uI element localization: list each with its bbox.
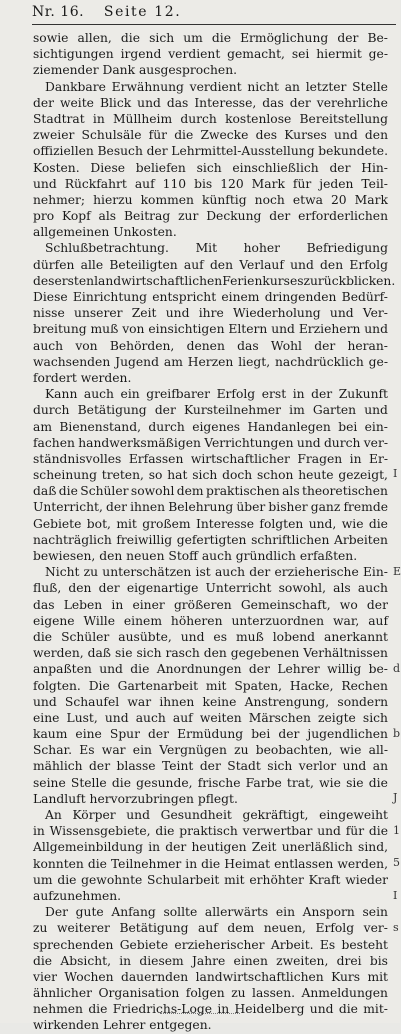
- text-line: bewiesen, den neuen Stoff auch gründlich erfaßten.: [33, 549, 358, 563]
- text-line: zweier Schulsäle für die Zwecke des Kurses und den: [33, 128, 388, 143]
- header-rule: [32, 24, 396, 25]
- text-line: Dankbare Erwähnung verdient nicht an letzter Stelle: [45, 79, 388, 94]
- text-line: nehmer; hierzu kommen künftig noch etwa 20 Mark: [33, 192, 388, 207]
- text-line: sowie allen, die sich um die Ermöglichung der Be-: [33, 31, 388, 45]
- text-line: die Absicht, in diesem Jahre einen zweiten, drei bis: [33, 953, 388, 968]
- text-line: vier Wochen dauernden landwirtschaftlichen Kurs mit: [33, 969, 388, 984]
- paragraph: [33, 240, 396, 386]
- text-line: Schlußbetrachtung. Mit hoher Befriedigung: [45, 241, 388, 256]
- gutter-fragment: d: [393, 661, 401, 675]
- text-line: scheinung treten, so hat sich doch schon heute gezeigt,: [33, 468, 388, 483]
- text-line: und Schaufel war ihnen keine Anstrengung, sondern: [33, 694, 388, 709]
- end-divider: [160, 1013, 240, 1014]
- text-line: Unterricht, der ihnen Belehrung über bisher ganz fremde: [33, 500, 388, 515]
- paragraph: [33, 564, 388, 807]
- text-line: fluß, den der eigenartige Unterricht sowohl, als auch: [33, 581, 388, 596]
- article-text: [33, 30, 396, 1034]
- page-number: Seite 12.: [103, 4, 182, 20]
- text-line: und Rückfahrt auf 110 bis 120 Mark für jeden Teil-: [33, 176, 388, 191]
- text-line: am Bienenstand, durch eigenes Handanlegen bei ein-: [33, 419, 388, 434]
- text-line: ziemender Dank ausgesprochen.: [33, 63, 238, 78]
- text-line: wachsenden Jugend am Herzen liegt, nachdrücklich ge-: [33, 354, 388, 369]
- text-line: daß die Schüler sowohl dem praktischen als theoretischen: [33, 484, 388, 499]
- gutter-fragment: s: [393, 921, 399, 934]
- text-line: pro Kopf als Beitrag zur Deckung der erforderlichen: [33, 209, 388, 224]
- gutter-fragment: E: [393, 564, 401, 578]
- text-line: eine Lust, und auch auf weiten Märschen zeigte sich: [33, 710, 388, 725]
- text-line: sprechenden Gebiete erzieherischer Arbeit. Es besteht: [33, 937, 388, 952]
- text-line: nachträglich freiwillig gefertigten schriftlichen Arbeiten: [33, 532, 388, 547]
- paragraph: [33, 807, 388, 904]
- text-line: der weite Blick und das Interesse, das der verehrliche: [33, 95, 388, 110]
- text-line: breitung muß von einsichtigen Eltern und Erziehern und: [33, 322, 388, 337]
- text-line: in Wissensgebiete, die praktisch verwertbar und für die: [33, 824, 388, 839]
- text-line: anpaßten und die Anordnungen der Lehrer willig be-: [33, 662, 388, 677]
- text-line: Der gute Anfang sollte allerwärts ein Ansporn sein: [45, 905, 388, 920]
- text-line: Kann auch ein greifbarer Erfolg erst in der Zukunft: [45, 387, 388, 402]
- text-line: Diese Einrichtung entspricht einem dringenden Bedürf-: [33, 290, 388, 304]
- text-line: eigene Wille einem höheren unterzuordnen war, auf: [33, 613, 388, 628]
- text-line: offiziellen Besuch der Lehrmittel-Ausstellung bekundete.: [33, 144, 388, 159]
- text-line: ähnlicher Organisation folgen zu lassen. Anmeldungen: [33, 986, 388, 1001]
- text-line: zu weiterer Betätigung auf dem neuen, Erfolg ver-: [33, 921, 388, 936]
- text-line: Stadtrat in Müllheim durch kostenlose Bereitstellung: [33, 111, 388, 126]
- text-line: werden, daß sie sich rasch den gegebenen Verhältnissen: [33, 646, 388, 661]
- gutter-fragment: b: [393, 726, 401, 740]
- text-line: seine Stelle die gesunde, frische Farbe trat, wie sie die: [33, 775, 388, 790]
- text-line: folgten. Die Gartenarbeit mit Spaten, Hacke, Rechen: [33, 678, 388, 693]
- paragraph: [33, 904, 388, 1034]
- text-line: allgemeinen Unkosten.: [33, 225, 177, 240]
- gutter-fragment: 5: [393, 856, 400, 870]
- text-line: das Leben in einer größeren Gemeinschaft, wo der: [33, 597, 388, 612]
- gutter-fragment: 1: [393, 823, 400, 837]
- text-line: Gebiete bot, mit großem Interesse folgten und, wie die: [33, 516, 388, 531]
- text-line: konnten die Teilnehmer in die Heimat entlassen werden,: [33, 856, 388, 871]
- text-line: durch Betätigung der Kursteilnehmer im Garten und: [33, 403, 388, 418]
- text-line: Kosten. Diese beliefen sich einschließlich der Hin-: [33, 160, 388, 175]
- text-line: fordert werden.: [33, 370, 132, 385]
- paragraph: [33, 30, 388, 79]
- text-line: des ersten landwirtschaftlichen Ferienkurses zurückblicken.: [33, 273, 396, 288]
- text-line: Allgemeinbildung in der heutigen Zeit unerläßlich sind,: [33, 840, 388, 855]
- adjacent-column-fragment: [392, 30, 400, 1020]
- text-line: fachen handwerksmäßigen Verrichtungen und durch ver-: [33, 435, 388, 450]
- text-line: mählich der blasse Teint der Stadt sich verlor und an: [33, 759, 388, 774]
- text-line: wirkenden Lehrer entgegen.: [33, 1018, 212, 1033]
- text-line: ständnisvolles Erfassen wirtschaftlicher Fragen in Er-: [33, 451, 388, 466]
- text-line: dürfen alle Beteiligten auf den Verlauf und den Erfolg: [33, 257, 388, 272]
- text-line: Schar. Es war ein Vergnügen zu beobachten, wie all-: [33, 743, 388, 758]
- text-line: um die gewohnte Schularbeit mit erhöhter Kraft wieder: [33, 872, 388, 887]
- text-line: An Körper und Gesundheit gekräftigt, eingeweiht: [45, 808, 388, 822]
- gutter-fragment: J: [393, 791, 398, 805]
- text-line: auch von Behörden, denen das Wohl der heran-: [33, 338, 388, 353]
- text-line: sichtigungen irgend verdient gemacht, sei hiermit ge-: [33, 47, 388, 62]
- text-line: Nicht zu unterschätzen ist auch der erzieherische Ein-: [45, 565, 388, 580]
- text-line: aufzunehmen.: [33, 888, 122, 903]
- page-header: [32, 4, 181, 20]
- paragraph: [33, 79, 388, 241]
- text-line: kaum eine Spur der Ermüdung bei der jugendlichen: [33, 727, 388, 742]
- paragraph: [33, 386, 388, 564]
- text-line: nehmen die Friedrichs-Loge in Heidelberg und die mit-: [33, 1002, 388, 1017]
- text-line: Landluft hervorzubringen pflegt.: [33, 791, 238, 806]
- text-line: nisse unserer Zeit und ihre Wiederholung und Ver-: [33, 306, 388, 321]
- text-line: die Schüler ausübte, und es muß lobend anerkannt: [33, 629, 388, 644]
- issue-number: Nr. 16.: [32, 4, 85, 20]
- gutter-fragment: I: [393, 888, 398, 902]
- gutter-fragment: I: [393, 467, 398, 481]
